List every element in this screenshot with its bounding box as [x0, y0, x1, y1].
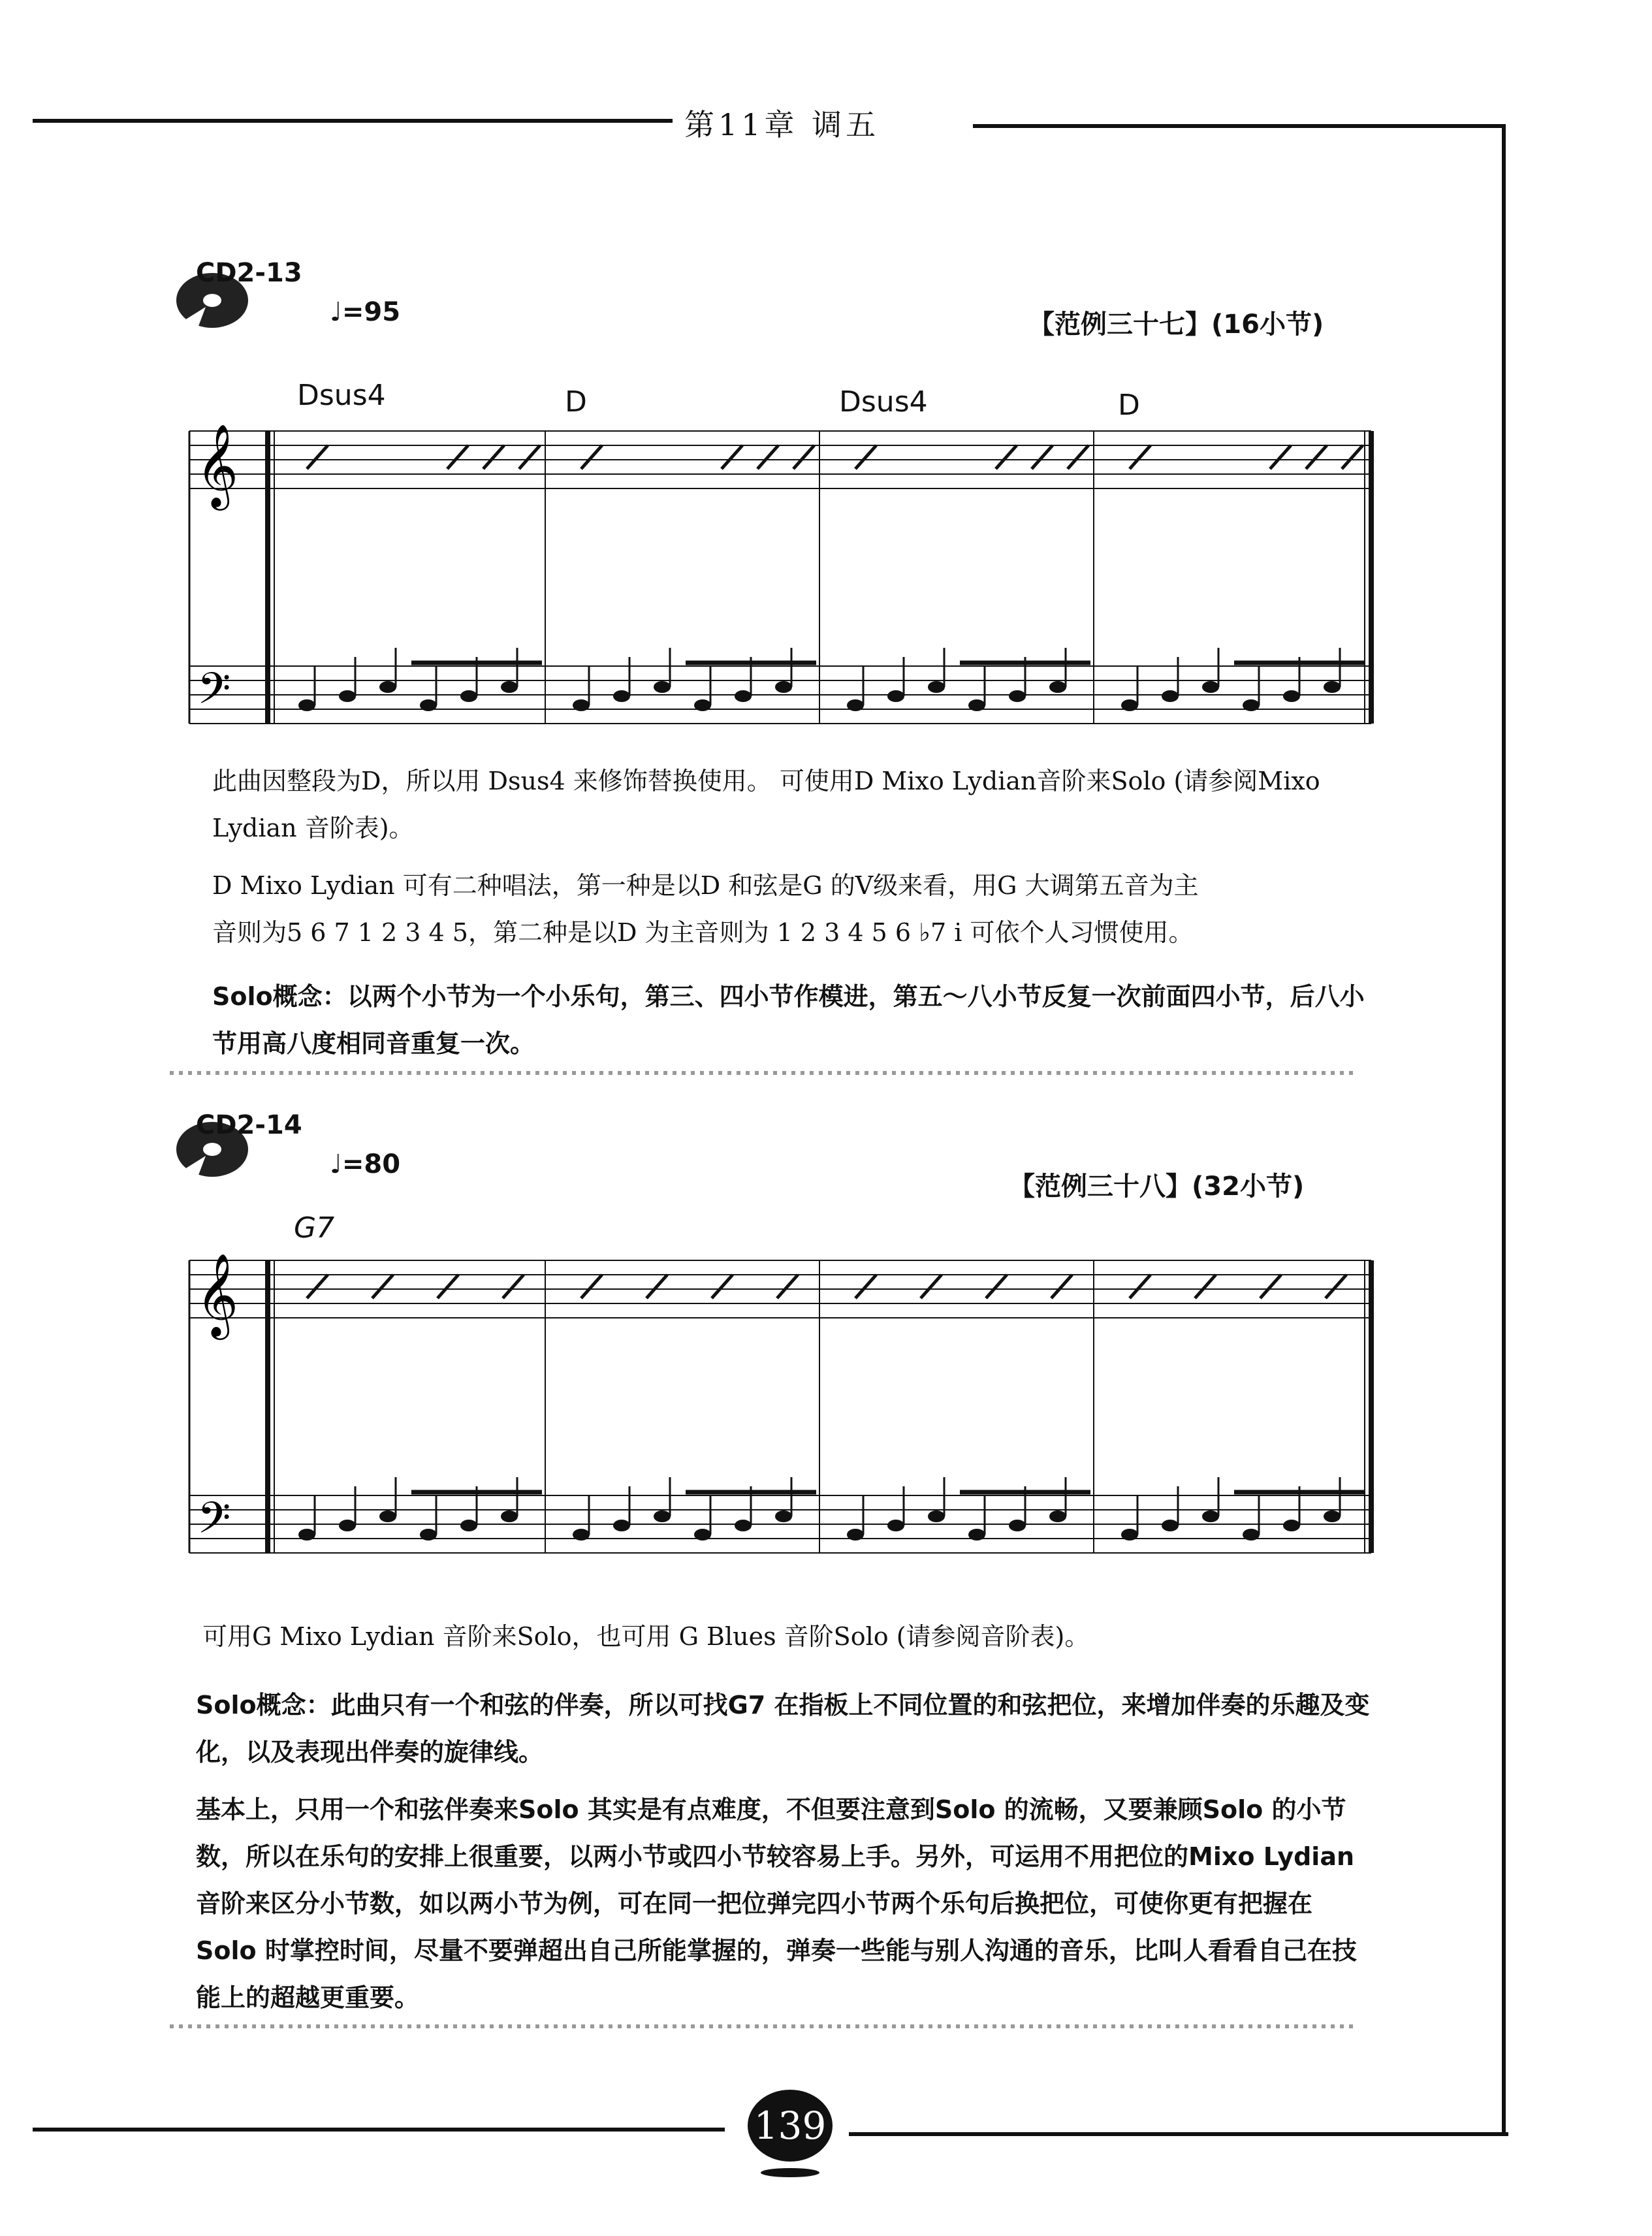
- chord-label: G7: [294, 1211, 335, 1245]
- svg-text:𝄞: 𝄞: [196, 423, 239, 507]
- example-label: 【范例三十七】(16小节): [1028, 310, 1324, 340]
- paragraph: D Mixo Lydian 可有二种唱法，第一种是以D 和弦是G 的Ⅴ级来看，用G 大调第五音为主: [212, 871, 1199, 900]
- cd-track-label: CD2-14: [196, 1110, 302, 1140]
- solo-concept: Solo概念：此曲只有一个和弦的伴奏，所以可找G7 在指板上不同位置的和弦把位，来增加伴奏的乐趣及变化，以及表现出伴奏的旋律线。: [196, 1691, 1370, 1766]
- svg-text:𝄞: 𝄞: [196, 1253, 239, 1336]
- tempo-mark: ♩=95: [330, 297, 401, 327]
- page-number-shadow: [761, 2168, 819, 2177]
- example-label: 【范例三十八】(32小节): [1009, 1172, 1305, 1202]
- footer-rule-left: [33, 2128, 725, 2132]
- page-number: 139: [748, 2090, 833, 2162]
- cd-track-label: CD2-13: [196, 258, 302, 288]
- music-score: [183, 1247, 1378, 1587]
- chapter-title: 第11章 调五: [673, 101, 891, 144]
- page-frame-right: [1502, 124, 1506, 2135]
- chord-label: D: [565, 385, 587, 419]
- divider: [170, 2024, 1358, 2028]
- tempo-mark: ♩=80: [330, 1149, 401, 1179]
- solo-concept: Solo概念：以两个小节为一个小乐句，第三、四小节作模进，第五～八小节反复一次前面四小节，后八小节用高八度相同音重复一次。: [212, 982, 1365, 1058]
- header-rule-left: [33, 119, 679, 123]
- paragraph: 基本上，只用一个和弦伴奏来Solo 其实是有点难度，不但要注意到Solo 的流畅，又要兼顾Solo 的小节数，所以在乐句的安排上很重要，以两小节或四小节较容易上手。另外，可运用不用把位的Mixo Lydian 音阶来区分小节数，如以两小节为例，可在同一把位弹完四小节两个乐句后换把位，可使你更有把握在Solo 时掌控时间，尽量不要弹超出自己所能掌握的，弹奏一些能与别人沟通的音乐，比叫人看看自己在技能上的超越更重要。: [196, 1795, 1357, 2012]
- paragraph: 可用G Mixo Lydian 音阶来Solo，也可用 G Blues 音阶Solo (请参阅音阶表)。: [202, 1622, 1090, 1651]
- chord-label: D: [1118, 389, 1140, 422]
- music-score: [183, 418, 1378, 758]
- svg-text:𝄢: 𝄢: [197, 663, 231, 724]
- paragraph: 音则为5 6 7 1 2 3 4 5，第二种是以D 为主音则为 1 2 3 4 5 6 ♭7 i 可依个人习惯使用。: [212, 918, 1194, 947]
- paragraph: 此曲因整段为D，所以用 Dsus4 来修饰替换使用。 可使用D Mixo Lydian音阶来Solo (请参阅Mixo Lydian 音阶表)。: [212, 767, 1320, 842]
- svg-text:𝄢: 𝄢: [197, 1493, 231, 1554]
- header-rule-right: [973, 124, 1505, 128]
- chord-label: Dsus4: [839, 385, 928, 419]
- footer-rule-right: [849, 2132, 1508, 2136]
- chord-label: Dsus4: [297, 379, 386, 412]
- divider: [170, 1071, 1358, 1075]
